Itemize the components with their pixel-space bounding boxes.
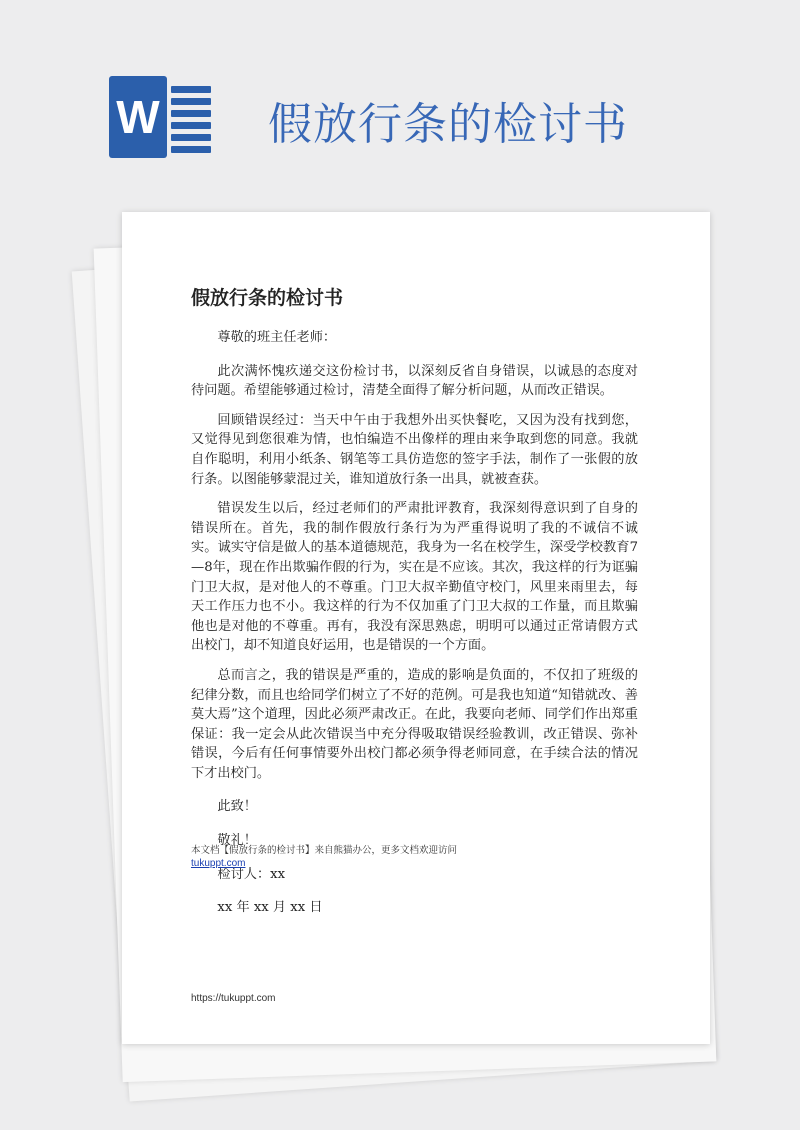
paragraph-summary: 总而言之，我的错误是严重的，造成的影响是负面的，不仅扣了班级的纪律分数，而且也给同学们树立了不好的范例。可是我也知道“知错就改、善莫大焉”这个道理，因此必须严肃改正。在此，我要向老师、同学们作出郑重保证：我一定会从此次错误当中充分得吸取错误经验教训，改正错误、弥补错误，今后有任何事情要外出校门都必须争得老师同意，在手续合法的情况下才出校门。 [191,667,638,781]
header-title: 假放行条的检讨书 [268,99,628,150]
page-url: https://tukuppt.com [191,993,276,1004]
closing-line-1: 此致！ [217,799,257,815]
document-title: 假放行条的检讨书 [191,287,344,309]
paragraph-reflection: 错误发生以后，经过老师们的严肃批评教育，我深刻得意识到了自身的错误所在。首先，我的制作假放行条行为为严重得说明了我的不诚信不诚实。诚实守信是做人的基本道德规范，我身为一名在校学生，深受学校教育7—8年，现在作出欺骗作假的行为，实在是不应该。其次，我这样的行为诓骗门卫大叔，是对他人的不尊重。门卫大叔辛勤值守校门，风里来雨里去，每天工作压力也不小。我这样的行为不仅加重了门卫大叔的工作量，而且欺骗他也是对他的不尊重。再有，我没有深思熟虑，明明可以通过正常请假方式出校门，却不知道良好运用，也是错误的一个方面。 [191,501,638,654]
document-body [191,328,638,930]
word-logo-lines [171,86,211,158]
date: xx 年 xx 月 xx 日 [217,900,323,916]
closing-line-2: 敬礼！ [217,833,257,849]
paragraph-intro: 此次满怀愧疚递交这份检讨书，以深刻反省自身错误，以诚恳的态度对待问题。希望能够通过检讨，清楚全面得了解分析问题，从而改正错误。 [191,363,638,399]
greeting: 尊敬的班主任老师： [217,330,337,345]
word-logo-letter: W [109,76,167,158]
footer-note: 本文档【假放行条的检讨书】来自熊猫办公，更多文档欢迎访问 [191,845,458,856]
word-logo-icon [109,76,213,158]
footer-link[interactable]: tukuppt.com [191,858,246,869]
signer: 检讨人：xx [217,866,286,882]
paragraph-review: 回顾错误经过：当天中午由于我想外出买快餐吃，又因为没有找到您，又觉得见到您很难为情，也怕编造不出像样的理由来争取到您的同意。我就自作聪明，利用小纸条、钢笔等工具仿造您的签字手法，制作了一张假的放行条。以图能够蒙混过关，谁知道放行条一出具，就被查获。 [191,412,638,487]
